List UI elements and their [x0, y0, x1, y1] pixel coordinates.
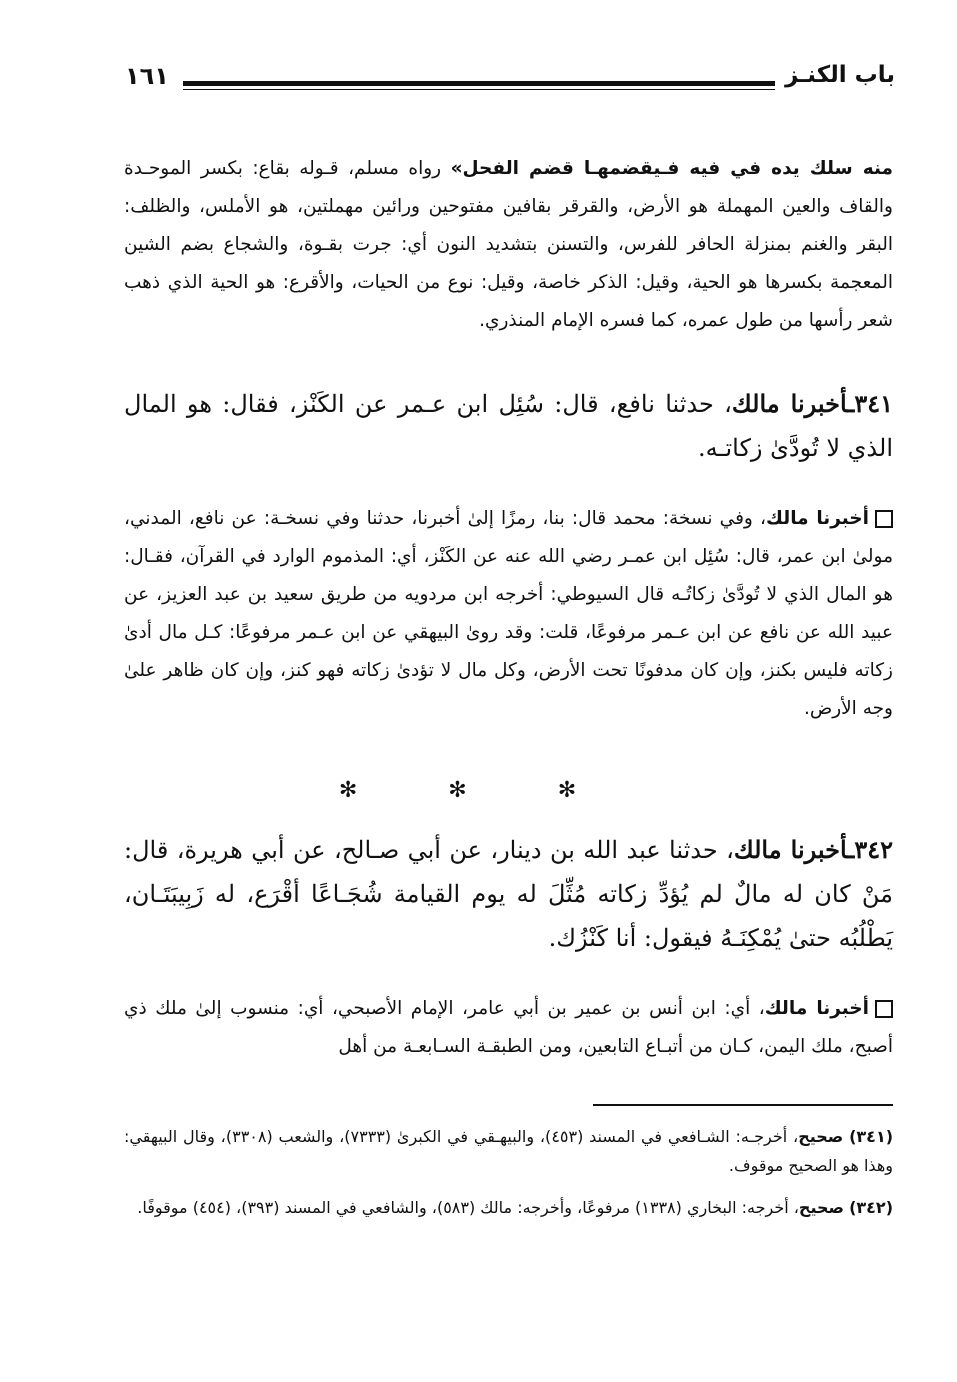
header-rule-thin	[183, 89, 775, 90]
commentary-341	[124, 500, 893, 728]
footnote-grade: صحيح	[798, 1127, 844, 1146]
page-header	[125, 60, 895, 108]
footnote-ref: (٣٤١)	[849, 1127, 894, 1146]
footnote-341	[124, 1122, 893, 1180]
footnote-text: ، أخرجه: البخاري (١٣٣٨) مرفوعًا، وأخرجه: مالك (٥٨٣)، والشافعي في المسند (٣٩٣)، (٤٥٤) موقوفًا.	[137, 1198, 799, 1217]
section-separator: ✻ ✻ ✻	[338, 778, 619, 803]
commentary-text: ، وفي نسخة: محمد قال: بنا، رمزًا إلىٰ أخبرنا، حدثنا وفي نسخـة: عن نافع، المدني، مولىٰ ابن عمر، قال: سُئِل ابن عمـر رضي الله عنه عن الكَنْز، أي: المذموم الوارد في القرآن، فقـال: هو المال الذي لا تُودَّىٰ زكاتُـه قال السيوطي: أخرجه ابن مردويه من طريق سعيد بن عبد العزيز، عن عبيد الله عن نافع عن ابن عـمر مرفوعًا، قلت: وقد روىٰ البيهقي عن ابن عـمر مرفوعًا: كـل مال أدىٰ زكاته فليس بكنز، وإن كان مدفونًا تحت الأرض، وكل مال لا تؤدىٰ زكاته فهو كنز، وإن كان ظاهر علىٰ وجه الأرض.	[124, 508, 893, 719]
hadith-number: ٣٤١ـ	[847, 389, 893, 418]
header-rule	[183, 81, 775, 86]
hadith-narrator-lead: أخبرنا مالك	[733, 835, 848, 864]
commentary-text: ، أي: ابن أنس بن عمير بن أبي عامر، الإمام الأصبحي، أي: منسوب إلىٰ ملك ذي أصبح، ملك اليمن، كـان من أتبـاع التابعين، ومن الطبقـة السـابعـة من أهل	[124, 998, 893, 1057]
commentary-bold-lead: أخبرنا مالك	[766, 508, 869, 529]
commentary-342	[124, 990, 893, 1066]
hadith-narrator-lead: أخبرنا مالك	[731, 389, 848, 418]
page-number: ١٦١	[125, 62, 169, 90]
footnote-text: ، أخرجـه: الشـافعي في المسند (٤٥٣)، والبيهـقي في الكبرىٰ (٧٣٣٣)، والشعب (٣٣٠٨)، وقال البيهقي: وهذا هو الصحيح موقوف.	[124, 1127, 893, 1175]
footnote-rule	[593, 1104, 893, 1106]
square-marker-icon	[875, 510, 893, 528]
hadith-text: ، حدثنا عبد الله بن دينار، عن أبي صـالح، عن أبي هريرة، قال: مَنْ كان له مالٌ لم يُؤدِّ زكاته مُثِّلَ له يوم القيامة شُجَـاعًا أقْرَع، له زَبِيبَتَـان، يَطْلُبُه حتىٰ يُمْكِنَـهُ فيقول: أنا كَنْزُك.	[124, 836, 893, 952]
chapter-title: باب الكنـز	[785, 62, 895, 88]
hadith-text: ، حدثنا نافع، قال: سُئِل ابن عـمر عن الكَنْز، فقال: هو المال الذي لا تُودَّىٰ زكاتـه.	[124, 390, 893, 462]
footnote-342	[124, 1193, 893, 1222]
commentary-bold-lead: منه سلك يده في فيه فـيقضمهـا قضم الفحل»	[450, 158, 894, 179]
square-marker-icon	[875, 1000, 893, 1018]
hadith-341	[124, 382, 893, 470]
commentary-text: رواه مسلم، قـوله بقاع: بكسر الموحـدة والقاف والعين المهملة هو الأرض، والقرقر بقافين مفتوحين ورائين مهملتين، هو الأملس، والظلف: البقر والغنم بمنزلة الحافر للفرس، والتسنن بتشديد النون أي: جرت بقـوة، والشجاع بضم الشين المعجمة بكسرها هو الحية، وقيل: الذكر خاصة، وقيل: نوع من الحيات، والأقرع: هو الحية الذي ذهب شعر رأسها من طول عمره، كما فسره الإمام المنذري.	[124, 158, 893, 331]
hadith-number: ٣٤٢ـ	[847, 835, 893, 864]
hadith-342	[124, 828, 893, 960]
commentary-paragraph-1	[124, 150, 893, 340]
footnote-ref: (٣٤٢)	[849, 1198, 893, 1217]
commentary-bold-lead: أخبرنا مالك	[764, 998, 869, 1019]
footnote-grade: صحيح	[798, 1198, 844, 1217]
